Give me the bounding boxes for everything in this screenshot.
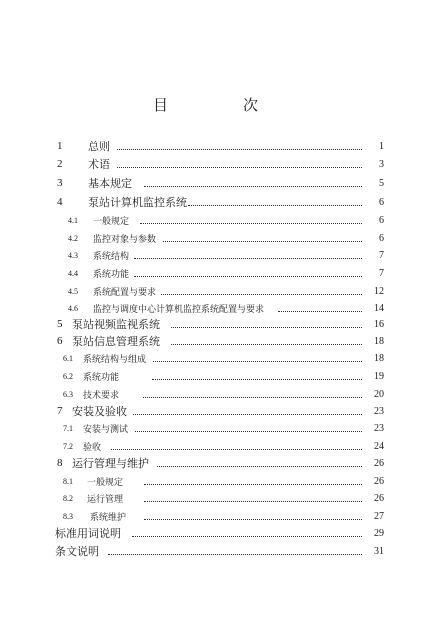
toc-page: 23: [374, 405, 384, 417]
toc-page: 3: [379, 158, 384, 170]
toc-entry[interactable]: [0, 211, 427, 229]
leader-dots: [171, 326, 362, 328]
toc-page: 7: [379, 267, 384, 279]
toc-title: 系统功能: [93, 269, 130, 280]
toc-entry[interactable]: [0, 264, 427, 282]
toc-title: 运行管理: [87, 494, 124, 505]
toc-number: 8.3: [63, 511, 73, 521]
toc-title: 术语: [88, 158, 110, 171]
toc-page: 16: [374, 318, 384, 330]
toc-number: 4.6: [68, 303, 78, 313]
toc-title: 标准用词说明: [55, 527, 121, 540]
toc-page: 6: [379, 196, 384, 208]
page-title: 目 次: [152, 96, 288, 114]
toc-title: 系统维护: [90, 512, 127, 523]
leader-dots: [153, 360, 362, 362]
toc-number: 4: [57, 196, 63, 208]
leader-dots: [188, 204, 362, 206]
toc-entry[interactable]: [0, 229, 427, 247]
toc-title: 安装与测试: [83, 424, 129, 435]
leader-dots: [111, 448, 362, 450]
toc-entry[interactable]: [0, 193, 427, 211]
toc-number: 6.2: [63, 371, 73, 381]
toc-title: 一般规定: [93, 216, 130, 227]
toc-entry[interactable]: [0, 155, 427, 173]
toc-number: 6.3: [63, 389, 73, 399]
toc-page: 23: [374, 422, 384, 434]
toc-page: 14: [374, 302, 384, 314]
toc-title: 技术要求: [83, 390, 120, 401]
toc-page: 31: [374, 545, 384, 557]
toc-number: 4.5: [68, 286, 78, 296]
toc-entry[interactable]: [0, 524, 427, 542]
leader-dots: [152, 378, 362, 380]
toc-page: 26: [374, 475, 384, 487]
toc-page: 27: [374, 510, 384, 522]
toc-number: 8.1: [63, 476, 73, 486]
toc-title: 监控与调度中心计算机监控系统配置与要求: [93, 304, 265, 315]
toc-number: 4.2: [68, 233, 78, 243]
leader-dots: [157, 465, 362, 467]
toc-title: 运行管理与维护: [72, 457, 149, 470]
toc-title: 泵站视频监视系统: [72, 318, 160, 331]
toc-entry[interactable]: [0, 137, 427, 155]
toc-page: 29: [374, 527, 384, 539]
toc-title: 系统结构与组成: [83, 354, 147, 365]
toc-entry[interactable]: [0, 402, 427, 420]
toc-page: 18: [374, 335, 384, 347]
leader-dots: [134, 275, 362, 277]
toc-entry[interactable]: [0, 315, 427, 333]
leader-dots: [171, 343, 362, 345]
toc-page: 26: [374, 457, 384, 469]
toc-page: 5: [379, 177, 384, 189]
toc-title: 系统结构: [93, 251, 130, 262]
toc-page: 6: [379, 232, 384, 244]
toc-entry[interactable]: [0, 472, 427, 490]
leader-dots: [133, 413, 362, 415]
toc-number: 8: [57, 457, 63, 469]
leader-dots: [132, 535, 362, 537]
toc-title: 验收: [83, 442, 102, 453]
toc-entry[interactable]: [0, 349, 427, 367]
toc-entry[interactable]: [0, 174, 427, 192]
toc-entry[interactable]: [0, 282, 427, 300]
leader-dots: [144, 185, 362, 187]
toc-number: 4.1: [68, 215, 78, 225]
leader-dots: [108, 553, 362, 555]
toc-entry[interactable]: [0, 454, 427, 472]
leader-dots: [117, 148, 362, 150]
toc-title: 基本规定: [88, 177, 132, 190]
toc-number: 7.1: [63, 423, 73, 433]
toc-page: 19: [374, 370, 384, 382]
leader-dots: [134, 257, 362, 259]
toc-page: 1: [379, 140, 384, 152]
toc-title: 泵站信息管理系统: [72, 335, 160, 348]
toc-title: 安装及验收: [72, 405, 127, 418]
toc-title: 总则: [88, 140, 110, 153]
toc-entry[interactable]: [0, 437, 427, 455]
toc-title: 条文说明: [55, 545, 99, 558]
leader-dots: [117, 166, 362, 168]
toc-number: 1: [57, 140, 63, 152]
toc-title: 系统配置与要求: [93, 287, 157, 298]
leader-dots: [140, 222, 362, 224]
leader-dots: [163, 240, 362, 242]
toc-title: 监控对象与参数: [93, 234, 157, 245]
toc-page: 12: [374, 285, 384, 297]
toc-title: 系统功能: [83, 372, 120, 383]
toc-title: 泵站计算机监控系统: [88, 196, 187, 209]
toc-number: 8.2: [63, 493, 73, 503]
toc-number: 4.3: [68, 250, 78, 260]
toc-page: 24: [374, 440, 384, 452]
toc-entry[interactable]: [0, 419, 427, 437]
toc-entry[interactable]: [0, 542, 427, 560]
toc-number: 2: [57, 158, 63, 170]
toc-number: 7: [57, 405, 63, 417]
toc-page: 26: [374, 492, 384, 504]
toc-number: 3: [57, 177, 63, 189]
toc-entry[interactable]: [0, 385, 427, 403]
leader-dots: [135, 430, 362, 432]
toc-title: 一般规定: [87, 477, 124, 488]
toc-number: 6: [57, 335, 63, 347]
toc-entry[interactable]: [0, 489, 427, 507]
leader-dots: [144, 500, 362, 502]
toc-page: 18: [374, 352, 384, 364]
toc-number: 7.2: [63, 441, 73, 451]
toc-page: 6: [379, 214, 384, 226]
leader-dots: [144, 518, 362, 520]
toc-entry[interactable]: [0, 367, 427, 385]
leader-dots: [143, 396, 362, 398]
toc-number: 5: [57, 318, 63, 330]
toc-page: 7: [379, 249, 384, 261]
leader-dots: [161, 293, 362, 295]
toc-number: 4.4: [68, 268, 78, 278]
toc-entry[interactable]: [0, 246, 427, 264]
toc-entry[interactable]: [0, 332, 427, 350]
leader-dots: [144, 483, 362, 485]
toc-number: 6.1: [63, 353, 73, 363]
leader-dots: [278, 310, 362, 312]
toc-entry[interactable]: [0, 507, 427, 525]
toc-page: 20: [374, 388, 384, 400]
